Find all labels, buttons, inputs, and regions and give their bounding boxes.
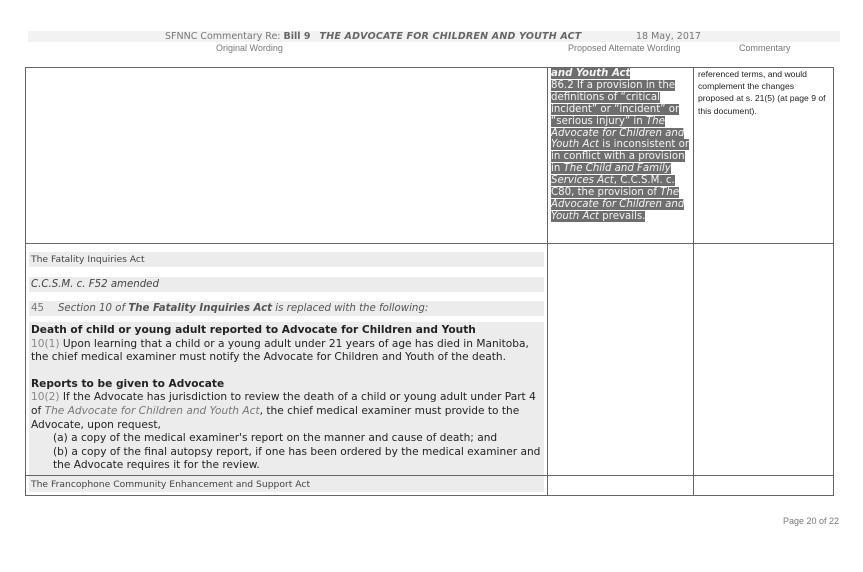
proposed-part-a: 86.2 If a provision in the definitions of “critical incident” or “incident” or “serious injury” in [551,79,680,127]
provision-heading-2: Reports to be given to Advocate [31,377,225,390]
provision-text-c: , the chief medical examiner must provide to the Advocate, upon request, [31,404,520,431]
list-item: (b) a copy of the final autopsy report, if one has been ordered by the medical examiner and the Advocate requires it for the review. [53,445,541,472]
page-number: Page 20 of 22 [783,516,840,526]
provision-text-a: If the Advocate has jurisdiction to review the death of a child or young adult under Part 4 of [31,391,536,417]
provision-heading-1: Death of child or young adult reported to Advocate for Children and Youth [31,324,476,336]
section-number: 45 [31,303,44,314]
act-name: The Fatality Inquiries Act [29,252,544,267]
section-text-a: Section 10 of [57,303,129,314]
column-header-proposed: Proposed Alternate Wording [568,43,681,53]
proposed-part-e: , C.C.S.M. c. C80, the provision of [551,175,675,199]
original-cell [26,68,548,244]
proposed-cell [548,244,694,476]
section-text-c: is replaced with the following: [272,303,429,314]
proposed-part-g: prevails. [599,210,646,222]
proposed-cell [548,475,694,495]
commentary-text: referenced terms, and would complement the changes proposed at s. 21(5) (at page 9 of this document). [698,69,826,116]
proposed-heading: and Youth Act [551,68,631,79]
act-title: THE ADVOCATE FOR CHILDREN AND YOUTH ACT [319,31,582,42]
provision-text: Upon learning that a child or a young adult under 21 years of age has died in Manitoba, the chief medical examiner must notify the Advocate for Children and Youth of the death. [31,337,529,364]
section-line [29,301,544,316]
table-row [26,244,834,476]
proposed-part-c: is inconsistent or in conflict with a provision in [551,139,690,175]
column-header-commentary: Commentary [739,43,791,53]
amended-line: C.C.S.M. c. F52 amended [29,277,544,292]
column-header-original: Original Wording [216,43,283,53]
provision-number: 10(2) [31,391,60,404]
comparison-table [25,67,834,496]
table-row [26,68,834,244]
original-cell [26,244,548,476]
commentary-cell [694,244,834,476]
act-name: The Francophone Community Enhancement and Support Act [29,476,544,492]
proposed-part-f: The Advocate for Children and Youth Act [551,187,685,222]
header-date: 18 May, 2017 [636,31,701,42]
proposed-part-d: The Child and Family Services Act [551,163,671,187]
table-row [26,475,834,495]
proposed-part-b: The Advocate for Children and Youth Act [551,115,685,151]
original-cell [26,475,548,495]
provision-10-2 [31,391,542,432]
provision-10-1 [31,338,542,365]
bill-number: Bill 9 [283,31,311,42]
list-item: (a) a copy of the medical examiner's report on the manner and cause of death; and [53,432,498,445]
commentary-cell [694,475,834,495]
proposed-cell [548,68,694,244]
section-text-b: The Fatality Inquiries Act [128,303,273,314]
proposed-text [548,68,693,223]
provisions-block [29,322,544,475]
provision-number: 10(1) [31,337,60,350]
header-title [165,31,581,42]
header-prefix: SFNNC Commentary Re: [165,31,284,42]
provision-text-b: The Advocate for Children and Youth Act [44,404,260,417]
commentary-cell [694,68,834,244]
